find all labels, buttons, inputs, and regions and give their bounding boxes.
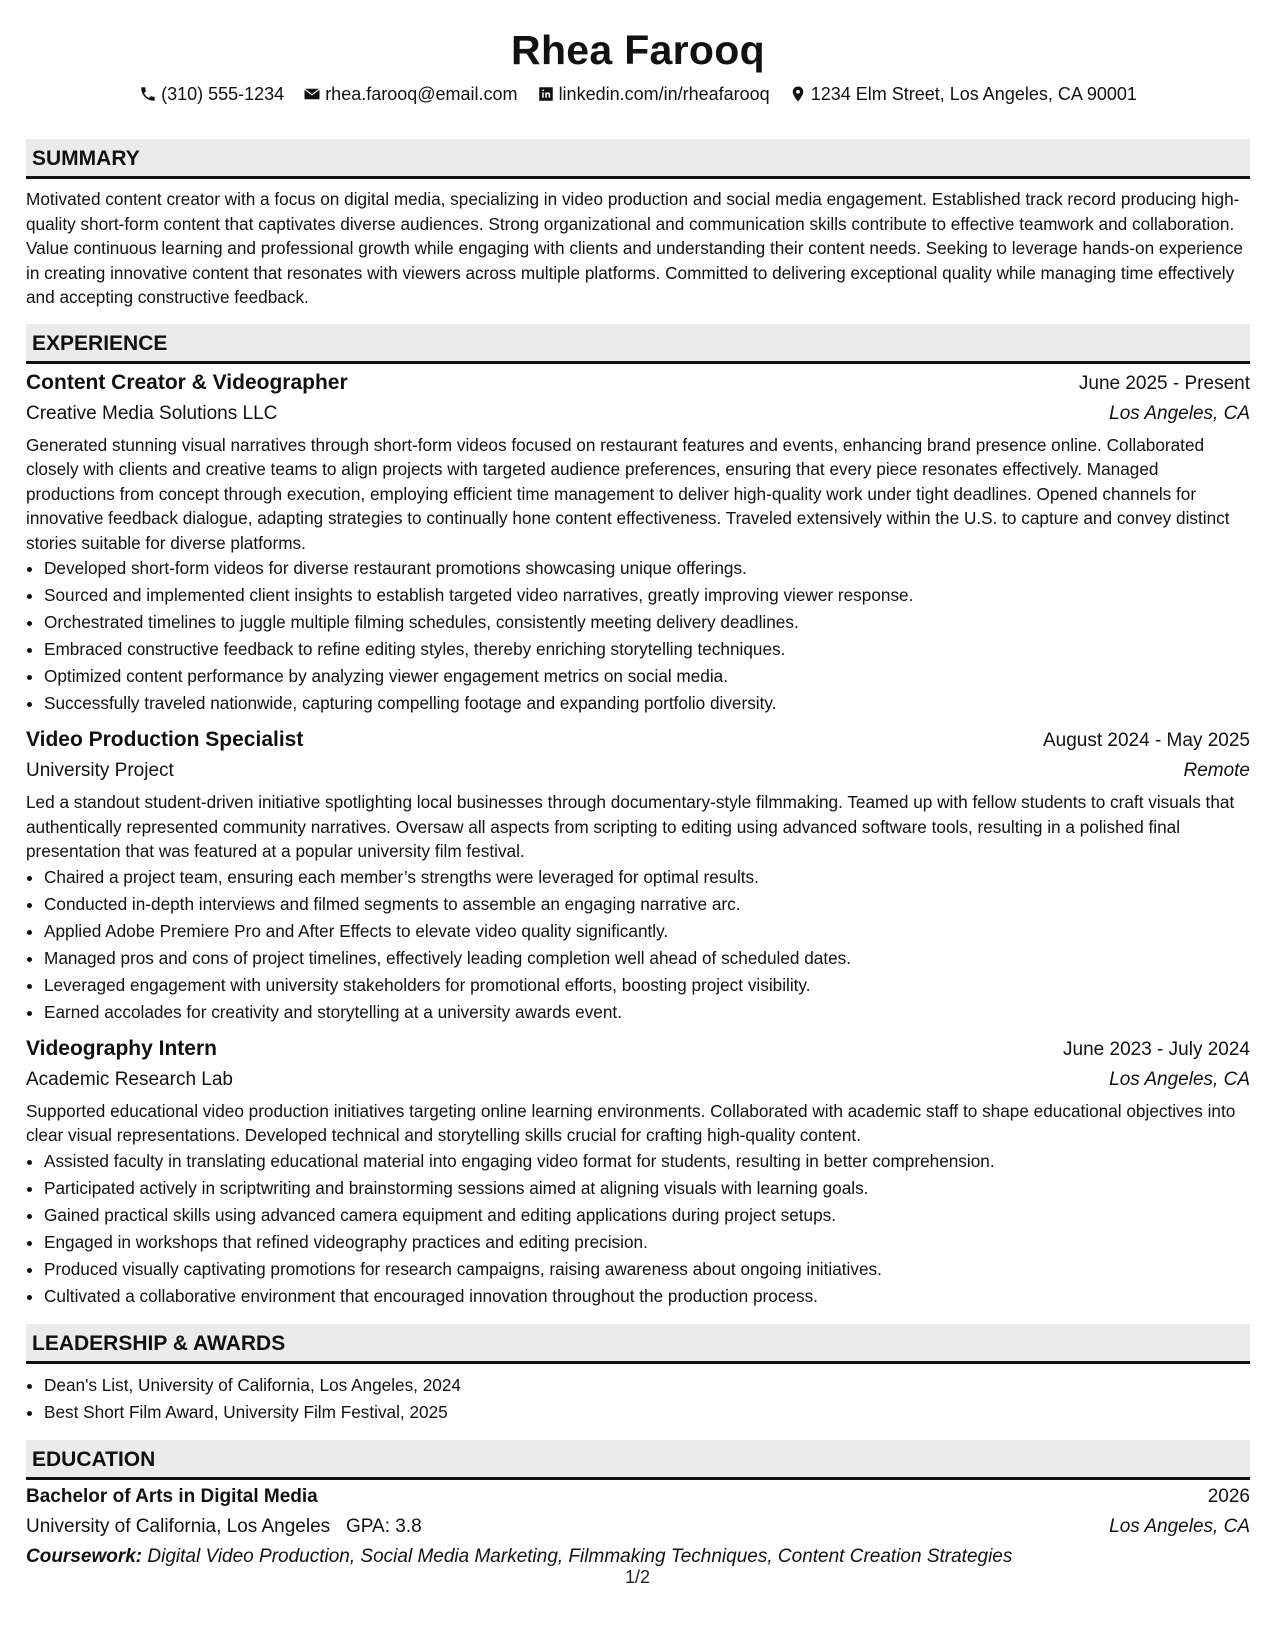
experience-heading: EXPERIENCE <box>26 324 1250 364</box>
list-item: • Successfully traveled nationwide, capturing compelling footage and expanding portfolio diversity. <box>44 690 1250 717</box>
phone-icon <box>139 85 157 103</box>
summary-heading: SUMMARY <box>26 139 1250 179</box>
list-item: • Gained practical skills using advanced camera equipment and editing applications during project setups. <box>44 1202 1250 1229</box>
list-item: • Orchestrated timelines to juggle multiple filming schedules, consistently meeting delivery deadlines. <box>44 609 1250 636</box>
list-item: • Best Short Film Award, University Film Festival, 2025 <box>44 1399 1250 1426</box>
job-bullets <box>26 1148 1250 1310</box>
list-item: • Sourced and implemented client insights to establish targeted video narratives, greatly improving viewer response. <box>44 582 1250 609</box>
list-item: • Managed pros and cons of project timelines, effectively leading completion well ahead of scheduled dates. <box>44 945 1250 972</box>
education-year: 2026 <box>1207 1485 1250 1507</box>
job-title-row <box>26 1034 1250 1065</box>
list-item: • Leveraged engagement with university stakeholders for promotional efforts, boosting project visibility. <box>44 972 1250 999</box>
contact-address <box>789 82 1137 106</box>
list-item: • Chaired a project team, ensuring each member’s strengths were leveraged for optimal results. <box>44 864 1250 891</box>
job-bullets <box>26 864 1250 1026</box>
job-location: Los Angeles, CA <box>1109 1068 1250 1090</box>
list-item: • Embraced constructive feedback to refine editing styles, thereby enriching storytelling techniques. <box>44 636 1250 663</box>
resume-page <box>26 0 1250 1572</box>
job-title-row <box>26 725 1250 756</box>
education-heading: EDUCATION <box>26 1440 1250 1480</box>
education-school-line <box>26 1512 422 1542</box>
list-item: • Produced visually captivating promotions for research campaigns, raising awareness about ongoing initiatives. <box>44 1256 1250 1283</box>
job-title: Content Creator & Videographer <box>26 370 348 394</box>
linkedin-icon <box>537 85 555 103</box>
awards-heading: LEADERSHIP & AWARDS <box>26 1324 1250 1364</box>
job-dates: June 2023 - July 2024 <box>1063 1038 1250 1060</box>
education-school-row <box>26 1512 1250 1542</box>
list-item: • Optimized content performance by analyzing viewer engagement metrics on social media. <box>44 663 1250 690</box>
job-entry <box>26 725 1250 1026</box>
list-item: • Developed short-form videos for diverse restaurant promotions showcasing unique offerings. <box>44 555 1250 582</box>
education-gpa: GPA: 3.8 <box>346 1515 422 1537</box>
candidate-name: Rhea Farooq <box>511 27 765 73</box>
job-title-row <box>26 368 1250 399</box>
job-company-row <box>26 1065 1250 1095</box>
job-location: Remote <box>1183 760 1250 781</box>
list-item: • Assisted faculty in translating educational material into engaging video format for students, resulting in better comprehension. <box>44 1148 1250 1175</box>
summary-text: Motivated content creator with a focus on digital media, specializing in video production and social media engagement. Established track record producing high-quality short-form content that captivates diverse audiences. Strong organizational and communication skills contribute to effective teamwork and collaboration. Value continuous learning and professional growth while engaging with clients and understanding their content needs. Seeking to leverage hands-on experience in creating innovative content that resonates with viewers across multiple platforms. Committed to delivering exceptional quality while managing time effectively and accepting constructive feedback. <box>26 189 1243 307</box>
linkedin-text[interactable]: linkedin.com/in/rheafarooq <box>558 84 770 104</box>
job-company-row <box>26 399 1250 429</box>
contact-email[interactable] <box>303 82 517 106</box>
coursework-label: Coursework: <box>26 1545 143 1567</box>
list-item: • Conducted in-depth interviews and filmed segments to assemble an engaging narrative arc. <box>44 891 1250 918</box>
envelope-icon <box>303 85 321 103</box>
education-degree: Bachelor of Arts in Digital Media <box>26 1485 318 1507</box>
awards-list <box>26 1372 1250 1426</box>
contact-line <box>26 82 1250 109</box>
job-title: Video Production Specialist <box>26 728 304 751</box>
job-entry <box>26 1034 1250 1310</box>
list-item: • Cultivated a collaborative environment that encouraged innovation throughout the production process. <box>44 1283 1250 1310</box>
education-school: University of California, Los Angeles <box>26 1515 331 1537</box>
list-item: • Engaged in workshops that refined videography practices and editing precision. <box>44 1229 1250 1256</box>
job-description: Generated stunning visual narratives through short-form videos focused on restaurant features and events, enhancing brand presence online. Collaborated closely with clients and creative teams to align projects with targeted audience preferences, ensuring that every piece resonates effectively. Managed productions from concept through execution, employing efficient time management to deliver high-quality work under tight deadlines. Opened channels for innovative feedback dialogue, adapting strategies to continually hone content effectiveness. Traveled extensively within the U.S. to capture and convey distinct stories suitable for diverse platforms. <box>26 434 1230 553</box>
job-company-row <box>26 756 1250 786</box>
job-location: Los Angeles, CA <box>1109 402 1250 424</box>
contact-linkedin[interactable] <box>537 82 770 106</box>
job-title: Videography Intern <box>26 1036 217 1060</box>
job-bullets <box>26 555 1250 717</box>
job-dates: June 2025 - Present <box>1078 372 1250 394</box>
list-item: • Participated actively in scriptwriting and brainstorming sessions aimed at aligning visuals with learning goals. <box>44 1175 1250 1202</box>
job-description: Led a standout student-driven initiative spotlighting local businesses through documentary-style filmmaking. Teamed up with fellow students to craft visuals that authentically represented community narratives. Oversaw all aspects from scripting to editing using advanced software tools, resulting in a polished final presentation that was featured at a popular university film festival. <box>26 792 1235 861</box>
education-location: Los Angeles, CA <box>1109 1515 1250 1537</box>
list-item: • Earned accolades for creativity and storytelling at a university awards event. <box>44 999 1250 1026</box>
job-company: Creative Media Solutions LLC <box>26 402 278 424</box>
education-degree-row <box>26 1482 1250 1512</box>
job-description: Supported educational video production initiatives targeting online learning environments. Collaborated with academic staff to shape educational objectives into clear visual representations. Developed technical and storytelling skills crucial for crafting high-quality content. <box>26 1100 1236 1145</box>
map-pin-icon <box>789 85 807 103</box>
list-item: • Applied Adobe Premiere Pro and After Effects to elevate video quality significantly. <box>44 918 1250 945</box>
address-text: 1234 Elm Street, Los Angeles, CA 90001 <box>810 84 1137 104</box>
email-text[interactable]: rhea.farooq@email.com <box>325 84 518 104</box>
job-entry <box>26 368 1250 718</box>
job-company: University Project <box>26 760 174 781</box>
phone-text: (310) 555-1234 <box>161 84 285 104</box>
job-dates: August 2024 - May 2025 <box>1042 730 1250 751</box>
contact-phone <box>139 82 284 106</box>
coursework-text: Digital Video Production, Social Media Marketing, Filmmaking Techniques, Content Creation Strategies <box>147 1545 1013 1567</box>
list-item: • Dean's List, University of California, Los Angeles, 2024 <box>44 1372 1250 1399</box>
job-company: Academic Research Lab <box>26 1068 233 1090</box>
page-number: 1/2 <box>624 1567 651 1587</box>
